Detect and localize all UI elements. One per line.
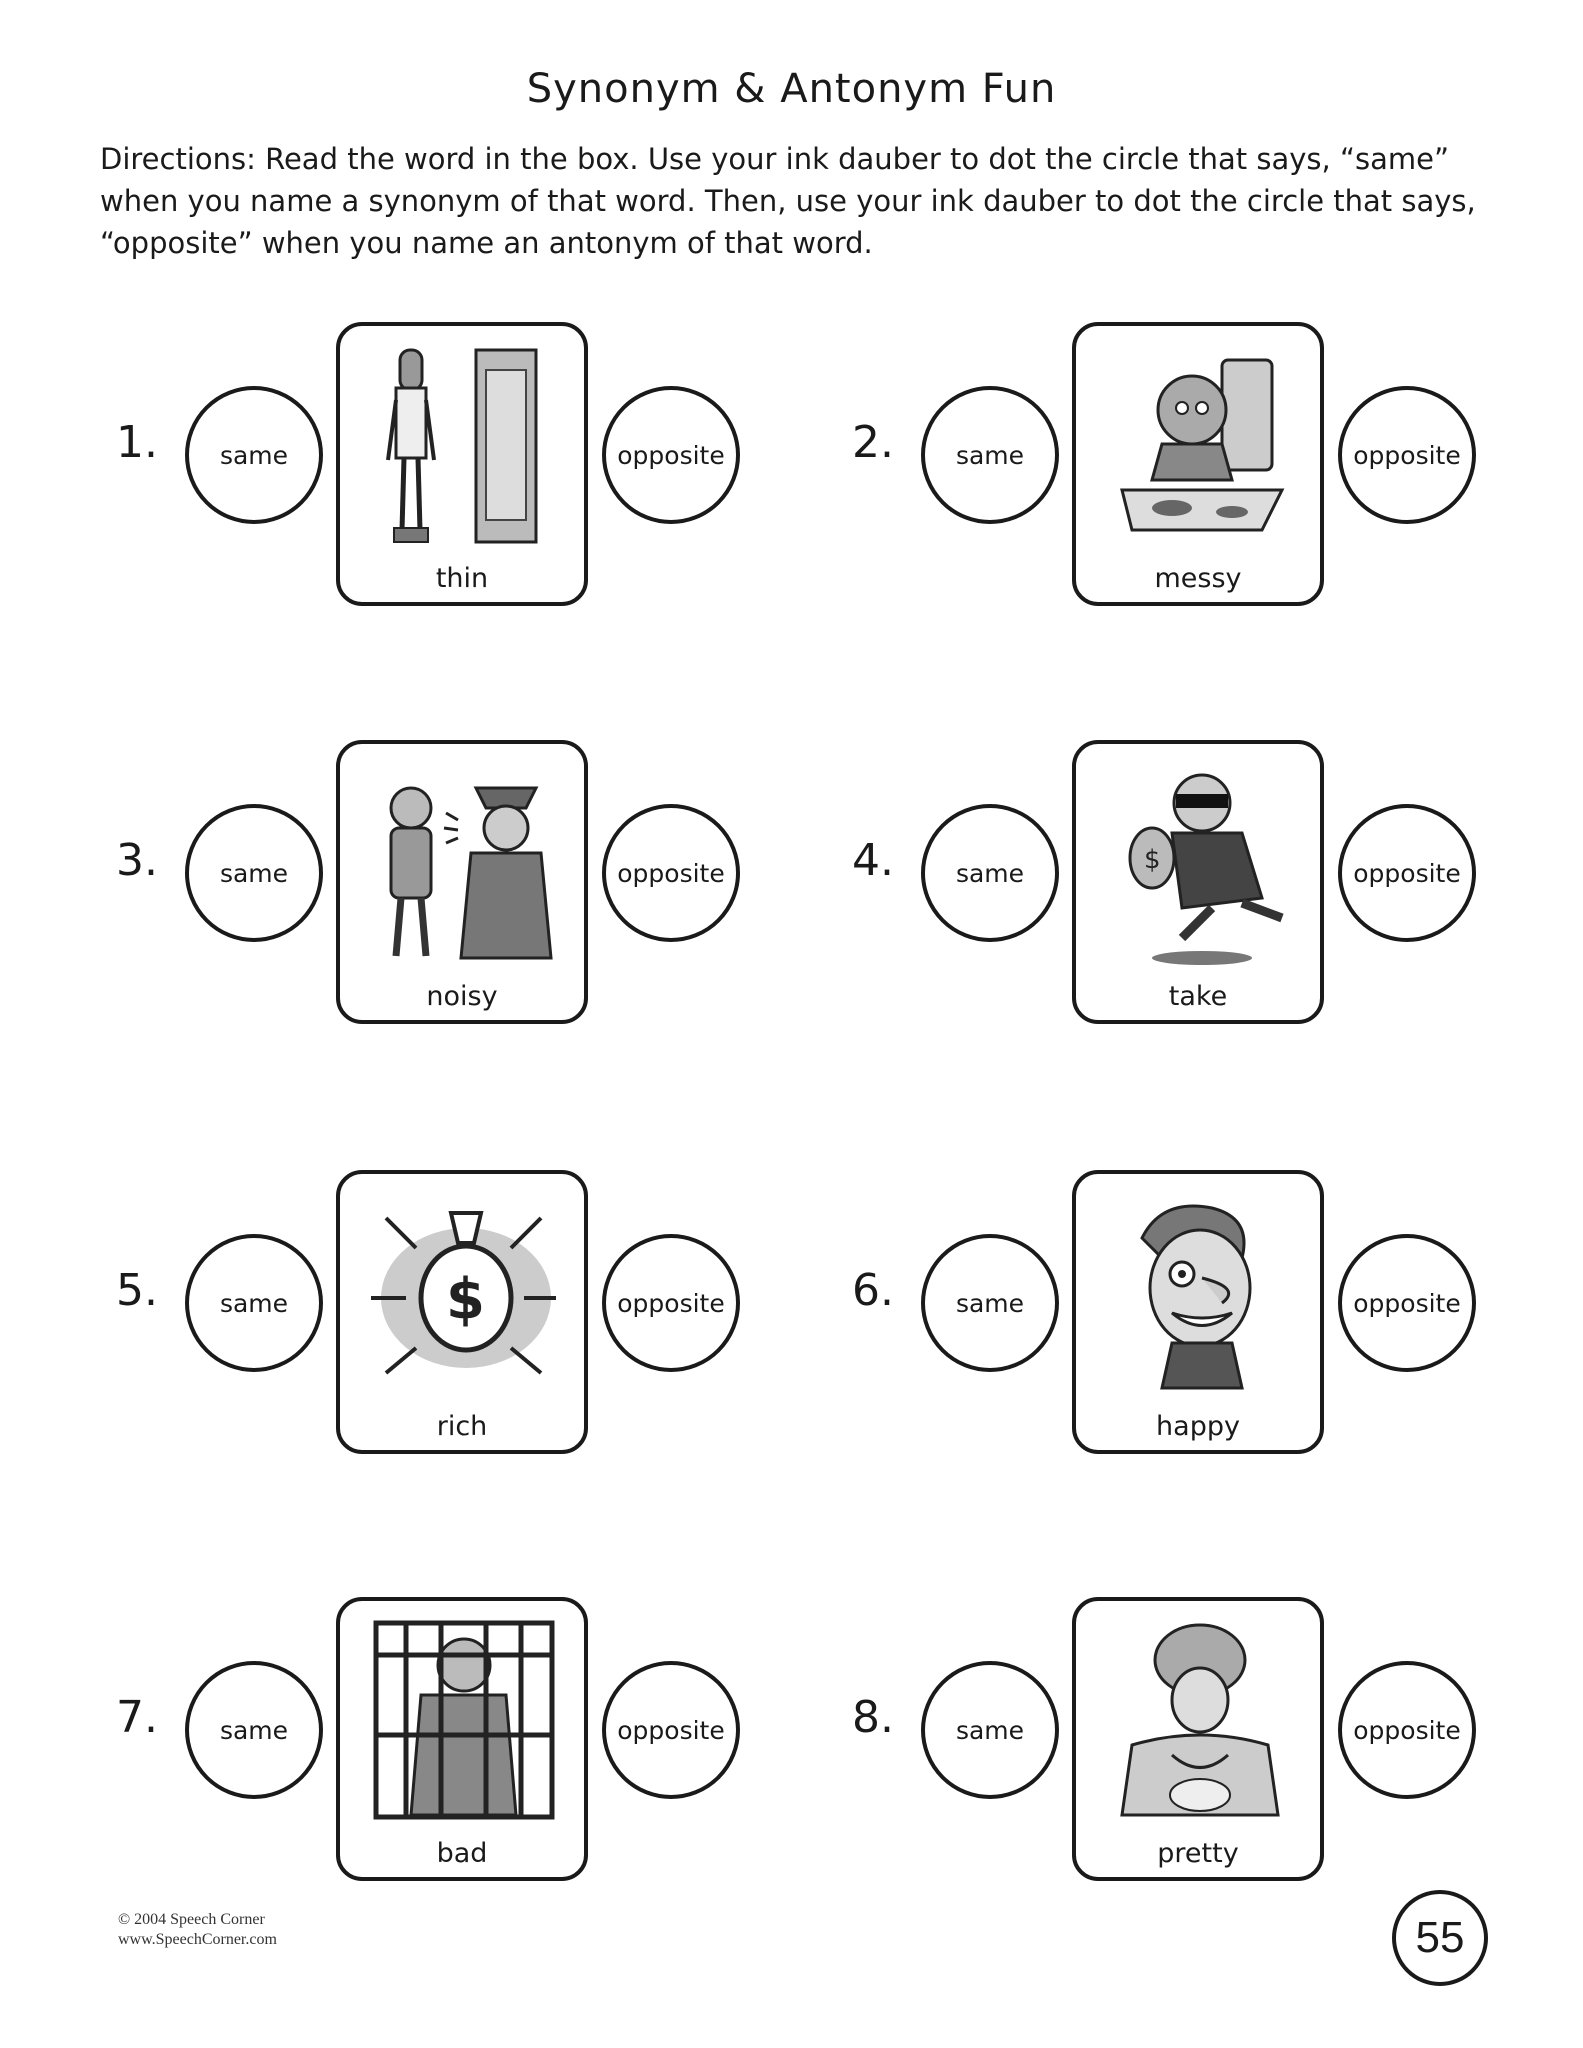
worksheet-item-2 (836, 322, 1536, 612)
jailed-man-illustration (366, 1615, 562, 1825)
messy-boy-illustration (1102, 340, 1298, 550)
card-word: happy (1156, 1411, 1240, 1442)
word-card (1072, 740, 1324, 1024)
same-circle[interactable]: same (185, 804, 323, 942)
opposite-circle[interactable]: opposite (602, 1661, 740, 1799)
word-card (336, 322, 588, 606)
worksheet-item-3 (100, 740, 800, 1030)
footer (118, 1910, 277, 1950)
worksheet-item-8 (836, 1597, 1536, 1887)
money-bag-illustration (366, 1188, 562, 1398)
word-card (1072, 1170, 1324, 1454)
happy-man-illustration (1102, 1188, 1298, 1398)
worksheet-item-4 (836, 740, 1536, 1030)
card-word: rich (436, 1411, 488, 1442)
robber-illustration (1102, 758, 1298, 968)
item-number: 5. (116, 1265, 158, 1316)
opposite-circle[interactable]: opposite (1338, 1661, 1476, 1799)
opposite-circle[interactable]: opposite (1338, 386, 1476, 524)
item-number: 3. (116, 835, 158, 886)
card-word: take (1168, 981, 1228, 1012)
worksheet-item-7 (100, 1597, 800, 1887)
website-text: www.SpeechCorner.com (118, 1931, 277, 1948)
page-number: 55 (1392, 1890, 1488, 1986)
item-number: 1. (116, 417, 158, 468)
same-circle[interactable]: same (921, 804, 1059, 942)
same-circle[interactable]: same (921, 1234, 1059, 1372)
card-word: messy (1154, 563, 1242, 594)
svg-text:$: $ (446, 1267, 485, 1332)
directions-text: Directions: Read the word in the box. Use your ink dauber to dot the circle that says, “same” when you name a synonym of that word. Then, use your ink dauber to dot the circle that says, “opposite” when you name an antonym of that word. (100, 142, 1476, 260)
card-word: bad (436, 1838, 488, 1869)
word-card (1072, 1597, 1324, 1881)
copyright-text: © 2004 Speech Corner (118, 1911, 265, 1928)
word-card (1072, 322, 1324, 606)
item-number: 6. (852, 1265, 894, 1316)
card-word: thin (435, 563, 489, 594)
pretty-woman-illustration (1102, 1615, 1298, 1825)
svg-text:$: $ (1144, 845, 1161, 875)
opposite-circle[interactable]: opposite (602, 386, 740, 524)
item-number: 7. (116, 1692, 158, 1743)
noisy-whistle-illustration (366, 758, 562, 968)
item-number: 8. (852, 1692, 894, 1743)
item-number: 4. (852, 835, 894, 886)
card-word: noisy (426, 981, 498, 1012)
worksheet-item-6 (836, 1170, 1536, 1460)
same-circle[interactable]: same (921, 386, 1059, 524)
item-number: 2. (852, 417, 894, 468)
card-word: pretty (1157, 1838, 1239, 1869)
worksheet-item-1 (100, 322, 800, 612)
same-circle[interactable]: same (185, 1661, 323, 1799)
thin-man-illustration (366, 340, 562, 550)
opposite-circle[interactable]: opposite (1338, 804, 1476, 942)
opposite-circle[interactable]: opposite (602, 804, 740, 942)
same-circle[interactable]: same (185, 1234, 323, 1372)
word-card (336, 1170, 588, 1454)
same-circle[interactable]: same (185, 386, 323, 524)
opposite-circle[interactable]: opposite (1338, 1234, 1476, 1372)
opposite-circle[interactable]: opposite (602, 1234, 740, 1372)
worksheet-item-5 (100, 1170, 800, 1460)
word-card (336, 1597, 588, 1881)
page-title: Synonym & Antonym Fun (526, 66, 1057, 112)
same-circle[interactable]: same (921, 1661, 1059, 1799)
word-card (336, 740, 588, 1024)
